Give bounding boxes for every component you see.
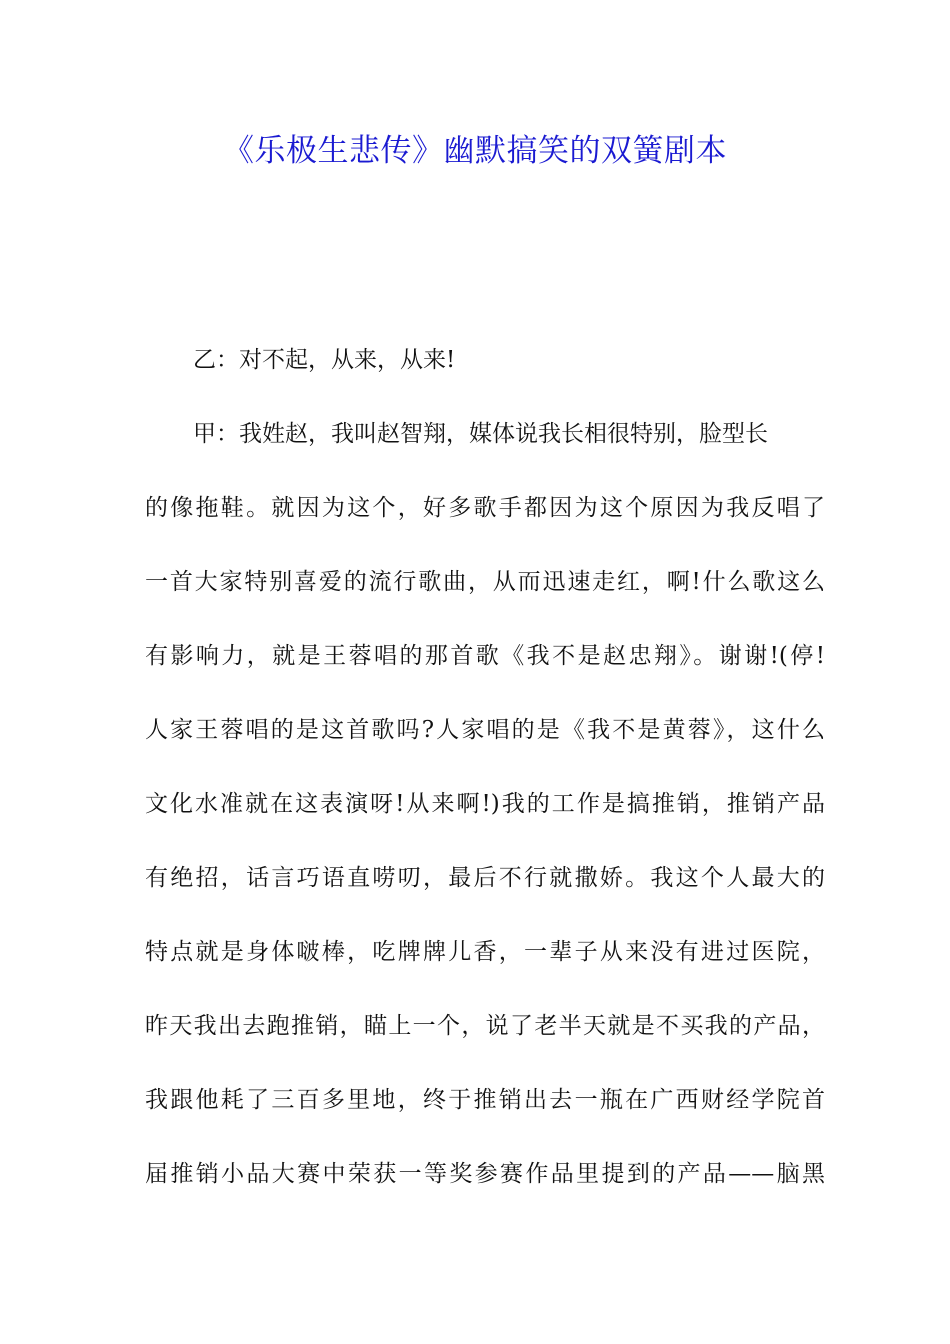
dialogue-line-1: 乙：对不起，从来，从来! xyxy=(193,347,456,373)
paragraph-line-7: 文化水准就在这表演呀!从来啊!)我的工作是搞推销，推销产品 xyxy=(145,791,825,817)
paragraph-line-3: 的像拖鞋。就因为这个，好多歌手都因为这个原因为我反唱了 xyxy=(145,495,825,521)
dialogue-line-2: 甲：我姓赵，我叫赵智翔，媒体说我长相很特别，脸型长 xyxy=(193,421,768,447)
paragraph-line-6: 人家王蓉唱的是这首歌吗?人家唱的是《我不是黄蓉》，这什么 xyxy=(145,717,825,743)
paragraph-line-10: 昨天我出去跑推销，瞄上一个，说了老半天就是不买我的产品， xyxy=(145,1013,825,1039)
paragraph-line-5: 有影响力，就是王蓉唱的那首歌《我不是赵忠翔》。谢谢!(停! xyxy=(145,643,825,669)
paragraph-line-9: 特点就是身体啵棒，吃牌牌儿香，一辈子从来没有进过医院， xyxy=(145,939,825,965)
document-title: 《乐极生悲传》幽默搞笑的双簧剧本 xyxy=(223,133,727,169)
paragraph-line-11: 我跟他耗了三百多里地，终于推销出去一瓶在广西财经学院首 xyxy=(145,1087,825,1113)
paragraph-line-12: 届推销小品大赛中荣获一等奖参赛作品里提到的产品——脑黑 xyxy=(145,1161,825,1187)
paragraph-line-8: 有绝招，话言巧语直唠叨，最后不行就撒娇。我这个人最大的 xyxy=(145,865,825,891)
paragraph-line-4: 一首大家特别喜爱的流行歌曲，从而迅速走红，啊!什么歌这么 xyxy=(145,569,825,595)
